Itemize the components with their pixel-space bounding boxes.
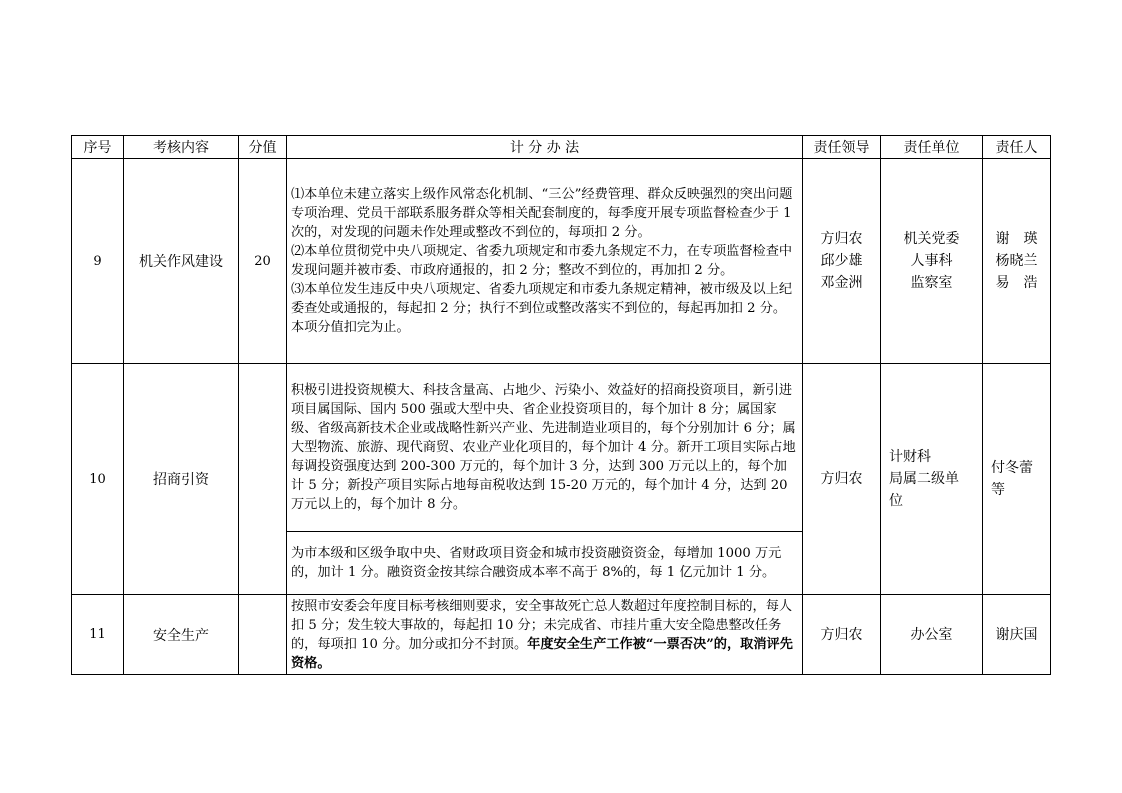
row-score: 20 — [239, 159, 287, 364]
person-name: 杨晓兰 — [995, 253, 1038, 269]
leader-name: 邓金洲 — [820, 275, 863, 291]
row-units — [881, 595, 983, 675]
unit-name: 位 — [889, 493, 903, 509]
person-name: 付冬蕾 — [991, 460, 1033, 476]
row-leaders — [803, 595, 881, 675]
header-score: 分值 — [239, 136, 287, 159]
row-content: 安全生产 — [124, 595, 239, 675]
row-leaders — [803, 159, 881, 364]
row-persons — [983, 364, 1051, 595]
unit-name: 机关党委 — [903, 231, 960, 247]
row-method — [287, 532, 803, 595]
leader-name: 方归农 — [820, 626, 863, 643]
unit-name: 监察室 — [910, 275, 953, 291]
person-name: 谢 瑛 — [995, 231, 1038, 247]
header-method: 计 分 办 法 — [287, 136, 803, 159]
header-person: 责任人 — [983, 136, 1051, 159]
row-method — [287, 364, 803, 532]
person-name: 易 浩 — [995, 275, 1038, 291]
leader-name: 方归农 — [820, 471, 863, 487]
row-persons — [983, 159, 1051, 364]
row-method — [287, 159, 803, 364]
person-name: 谢庆国 — [995, 626, 1038, 643]
table-row — [72, 364, 1051, 532]
row-score — [239, 364, 287, 595]
row-units — [881, 159, 983, 364]
row-leaders — [803, 364, 881, 595]
row-content: 机关作风建设 — [124, 159, 239, 364]
header-content: 考核内容 — [124, 136, 239, 159]
header-leader: 责任领导 — [803, 136, 881, 159]
method-item: ⑵本单位贯彻党中央八项规定、省委九项规定和市委九条规定不力，在专项监督检查中发现问题并被市委、市政府通报的，扣 2 分；整改不到位的，再加扣 2 分。 — [291, 244, 793, 278]
unit-name: 人事科 — [910, 253, 953, 269]
header-unit: 责任单位 — [881, 136, 983, 159]
row-persons — [983, 595, 1051, 675]
row-score — [239, 595, 287, 675]
row-content: 招商引资 — [124, 364, 239, 595]
method-bold-text: 年度安全生产工作被“一票否决”的，取消评先资格。 — [291, 636, 793, 671]
method-item — [291, 597, 798, 673]
unit-name: 局属二级单 — [889, 471, 959, 487]
leader-name: 方归农 — [820, 231, 863, 247]
method-item: 为市本级和区级争取中央、省财政项目资金和城市投资融资资金，每增加 1000 万元的，加计 1 分。融资资金按其综合融资成本率不高于 8%的，每 1 亿元加计 1 分。 — [291, 546, 782, 580]
method-item: ⑴本单位未建立落实上级作风常态化机制、“三公”经费管理、群众反映强烈的突出问题专项治理、党员干部联系服务群众等相关配套制度的，每季度开展专项监督检查少于 1 次的，对发现的问题未作处理或整改不到位的，每项扣 2 分。 — [291, 187, 793, 240]
person-name: 等 — [991, 482, 1005, 498]
method-item: ⑶本单位发生违反中央八项规定、省委九项规定和市委九条规定精神，被市级及以上纪委查处或通报的，每起扣 2 分；执行不到位或整改落实不到位的，每起再加扣 2 分。本项分值扣完为止。 — [291, 282, 793, 335]
unit-name: 办公室 — [910, 626, 953, 643]
table-row — [72, 595, 1051, 675]
method-text: 按照市安委会年度目标考核细则要求，安全事故死亡总人数超过年度控制目标的，每人扣 5 分；发生较大事故的，每起扣 10 分；未完成省、市挂片重大安全隐患整改任务的，每项扣 10 分。加分或扣分不封顶。 — [291, 598, 793, 652]
header-no: 序号 — [72, 136, 124, 159]
header-row — [72, 136, 1051, 159]
method-item: 积极引进投资规模大、科技含量高、占地少、污染小、效益好的招商投资项目，新引进项目属国际、国内 500 强或大型中央、省企业投资项目的，每个加计 8 分；属国家级、省级高新技术企业或战略性新兴产业、先进制造业项目的，每个分别加计 6 分；属大型物流、旅游、现代商贸、农业产业化项目的，每个加计 4 分。新开工项目实际占地每调投资强度达到 200-300 万元的，每个加计 3 分，达到 300 万元以上的，每个加计 5 分；新投产项目实际占地每亩税收达到 15-20 万元的，每个加计 4 分，达到 20 万元以上的，每个加计 8 分。 — [291, 383, 796, 512]
unit-name: 计财科 — [889, 449, 931, 465]
leader-name: 邱少雄 — [820, 253, 863, 269]
row-method — [287, 595, 803, 675]
row-no: 11 — [72, 595, 124, 675]
row-no: 10 — [72, 364, 124, 595]
assessment-table — [71, 135, 1051, 675]
row-no: 9 — [72, 159, 124, 364]
table-row — [72, 159, 1051, 364]
row-units — [881, 364, 983, 595]
